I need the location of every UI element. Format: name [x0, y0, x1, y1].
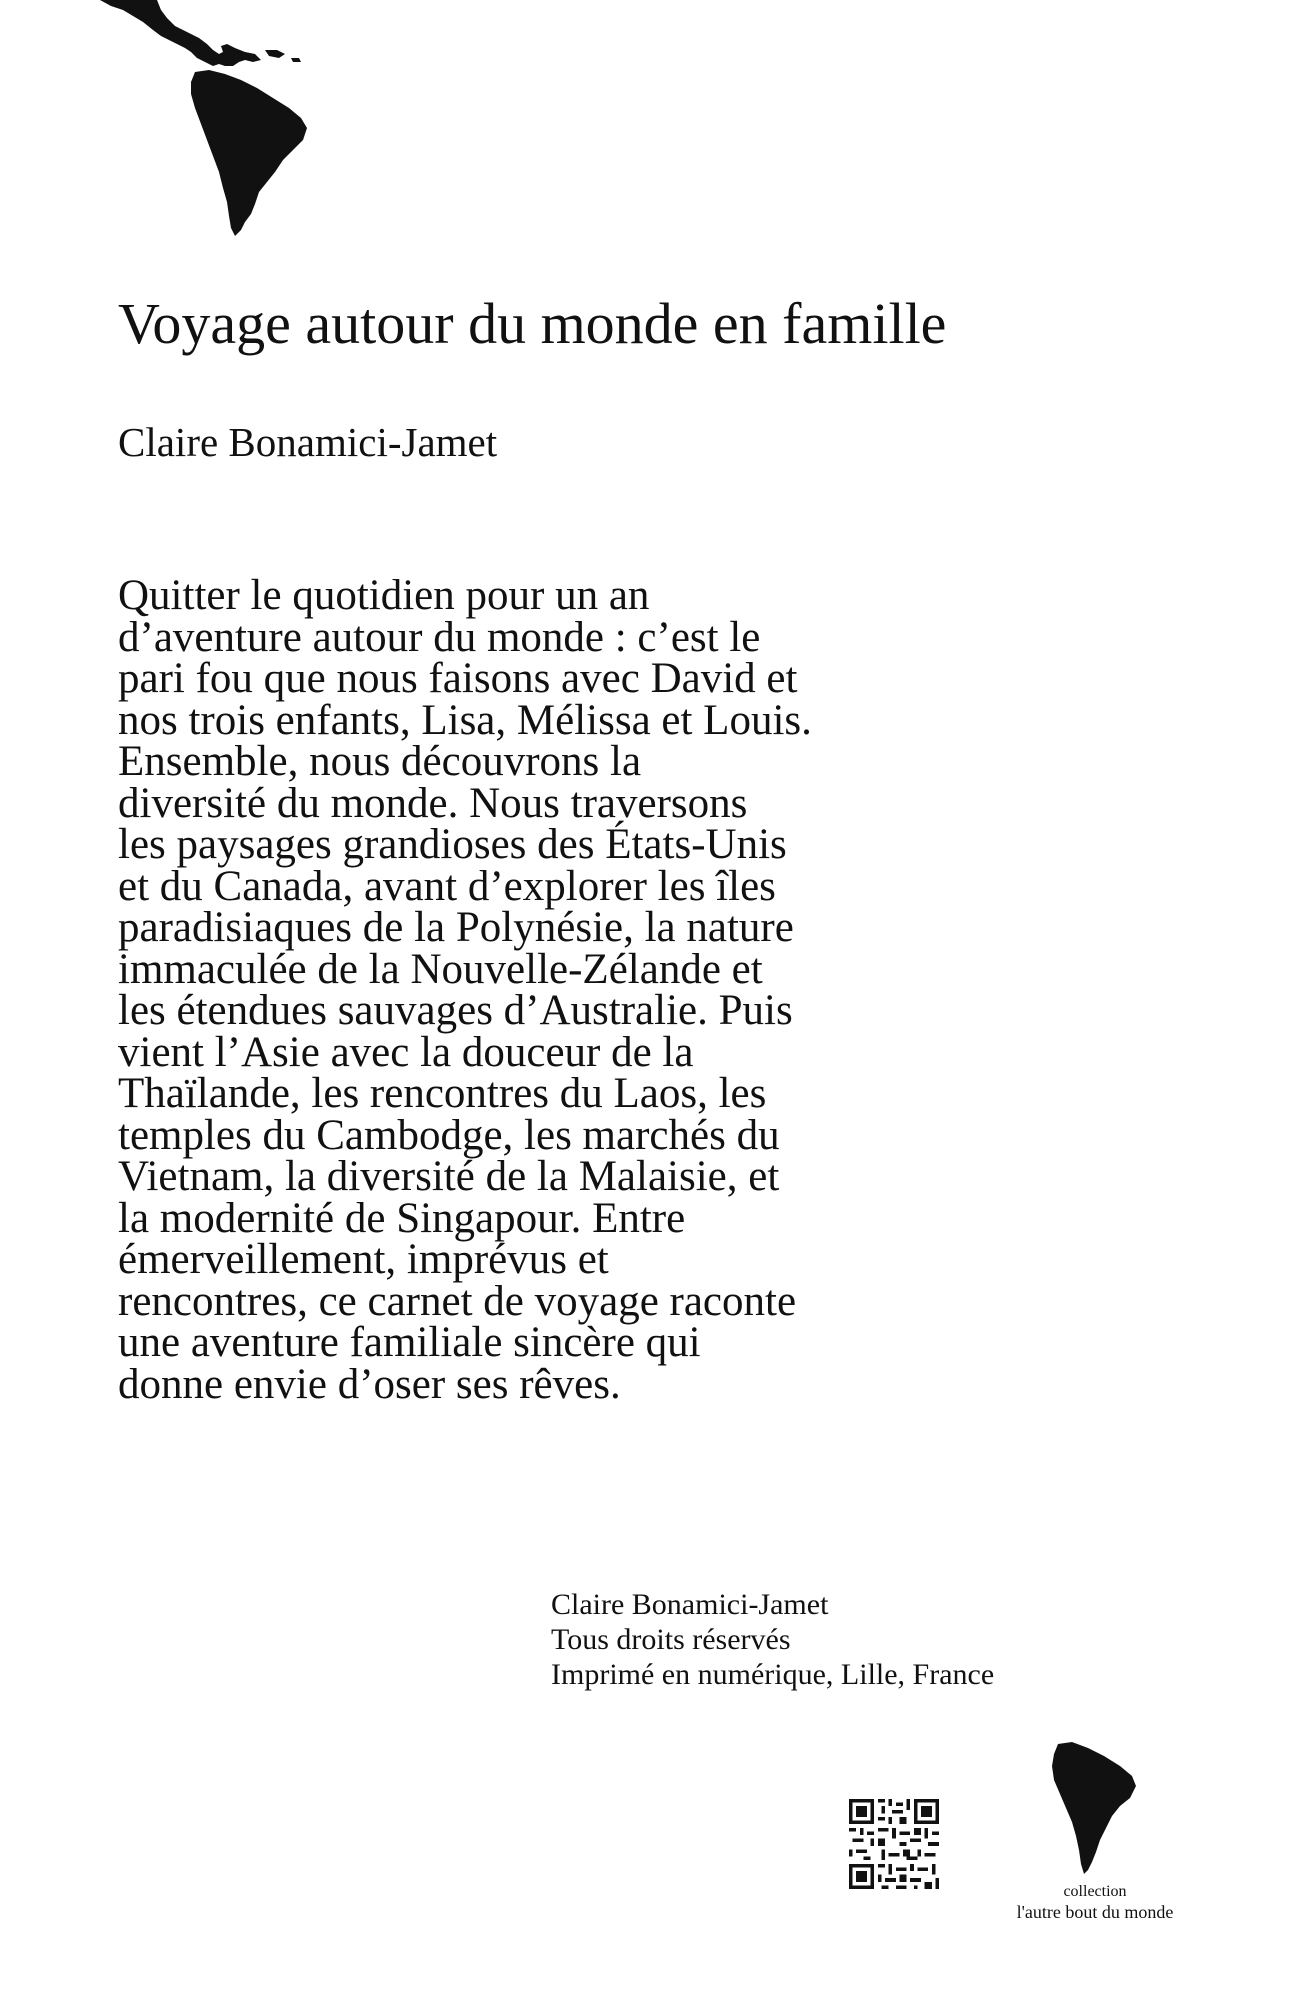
- blurb-line: une aventure familiale sincère qui: [118, 1319, 701, 1366]
- back-cover-blurb: [118, 572, 978, 1408]
- blurb-line: donne envie d’oser ses rêves.: [118, 1360, 621, 1408]
- colophon-printed: Imprimé en numérique, Lille, France: [551, 1658, 995, 1691]
- blurb-line: émerveillement, imprévus et: [118, 1236, 609, 1283]
- blurb-line: Quitter le quotidien pour un an: [118, 572, 650, 619]
- americas-map-icon: [95, 0, 315, 240]
- blurb-line: les étendues sauvages d’Australie. Puis: [118, 987, 793, 1034]
- colophon-author: Claire Bonamici-Jamet: [551, 1588, 829, 1621]
- blurb-line: et du Canada, avant d’explorer les îles: [118, 862, 776, 910]
- colophon-rights: Tous droits réservés: [551, 1623, 791, 1656]
- blurb-line: Ensemble, nous découvrons la: [118, 738, 642, 785]
- collection-name: l'autre bout du monde: [1016, 1902, 1174, 1922]
- qr-code-icon: [849, 1799, 939, 1889]
- blurb-line: nos trois enfants, Lisa, Mélissa et Louis.: [118, 696, 812, 744]
- collection-label: collection: [1063, 1883, 1127, 1900]
- blurb-line: les paysages grandioses des États-Unis: [118, 821, 787, 868]
- south-america-map-icon: [1048, 1742, 1138, 1874]
- blurb-line: diversité du monde. Nous traversons: [118, 779, 748, 827]
- blurb-line: temples du Cambodge, les marchés du: [118, 1111, 780, 1159]
- blurb-line: vient l’Asie avec la douceur de la: [118, 1028, 694, 1076]
- book-author: Claire Bonamici-Jamet: [118, 419, 498, 465]
- blurb-line: Thaïlande, les rencontres du Laos, les: [118, 1070, 767, 1117]
- blurb-line: pari fou que nous faisons avec David et: [118, 655, 798, 702]
- book-title: Voyage autour du monde en famille: [118, 291, 947, 356]
- blurb-line: paradisiaques de la Polynésie, la nature: [118, 904, 794, 951]
- blurb-line: Vietnam, la diversité de la Malaisie, et: [118, 1153, 780, 1200]
- blurb-line: la modernité de Singapour. Entre: [118, 1194, 686, 1242]
- colophon: [551, 1587, 994, 1692]
- blurb-line: immaculée de la Nouvelle-Zélande et: [118, 945, 763, 993]
- blurb-line: d’aventure autour du monde : c’est le: [118, 613, 761, 661]
- blurb-line: rencontres, ce carnet de voyage raconte: [118, 1277, 797, 1325]
